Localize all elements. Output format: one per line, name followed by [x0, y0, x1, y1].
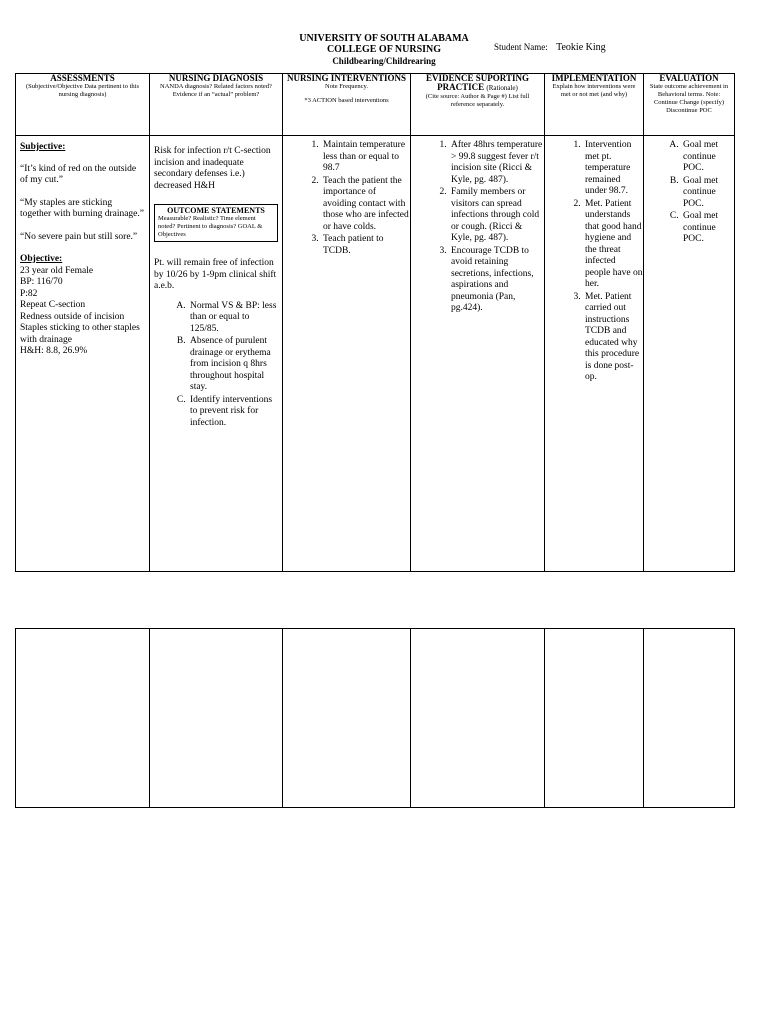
column-description: (Cite source: Author & Page #) List full reference separately.: [425, 93, 530, 108]
objective-item: BP: 116/70: [20, 277, 63, 287]
implementation-item: 3. Met. Patient carried out instructions TCDB and educated why this procedure is done post-op.: [583, 292, 643, 384]
column-title: EVALUATION: [659, 73, 719, 83]
evaluation-list: [644, 140, 734, 246]
column-description: (Subjective/Objective Data pertinent to this nursing diagnosis): [26, 83, 139, 98]
column-description: Note Frequency.: [325, 83, 368, 90]
column-title: NURSING INTERVENTIONS: [287, 73, 406, 83]
objective-item: H&H: 8.8, 26.9%: [20, 346, 88, 356]
objective-list-item: A. Normal VS & BP: less than or equal to 125/85.: [188, 301, 278, 336]
student-name-value: Teokie King: [556, 42, 606, 53]
objective-label: Objective:: [20, 254, 63, 264]
column-title: NURSING DIAGNOSIS: [168, 73, 264, 83]
column-description: Explain how interventions were met or not met (and why): [552, 83, 636, 98]
nursing-diagnosis-text: Risk for infection r/t C-section incision and inadequate secondary defenses i.e.) decreased H&H: [154, 146, 271, 191]
subjective-label: Subjective:: [20, 142, 66, 152]
evidence-item: 1. After 48hrs temperature > 99.8 suggest fever r/t incision site (Ricci & Kyle, pg. 487).: [449, 140, 544, 186]
column-description: State outcome achievement in Behavioral terms. Note: Continue Change (specify) Discontinue POC: [649, 83, 729, 114]
outcome-statements-desc: Measurable? Realistic? Time element noted? Pertinent to diagnosis? GOAL & Objectives: [158, 215, 263, 238]
blank-cell: [150, 629, 283, 808]
implementation-item: 1. Intervention met pt. temperature remained under 98.7.: [583, 140, 643, 198]
column-header-nursing-interventions: [283, 74, 411, 136]
college-title: COLLEGE OF NURSING: [326, 44, 442, 55]
intervention-item: 3. Teach patient to TCDB.: [321, 234, 410, 257]
column-header-evaluation: [644, 74, 735, 136]
blank-care-plan-table: [15, 628, 735, 808]
column-header-row: [16, 74, 735, 136]
blank-cell: [411, 629, 545, 808]
goal-statement: Pt. will remain free of infection by 10/26 by 1-9pm clinical shift a.e.b.: [154, 258, 277, 291]
interventions-cell: [283, 136, 411, 572]
evidence-list: [411, 140, 544, 315]
blank-cell: [16, 629, 150, 808]
column-title-text: EVIDENCE SUPORTING PRACTICE: [426, 73, 529, 92]
evaluation-item: B. Goal met continue POC.: [681, 176, 734, 211]
outcome-statements-title: OUTCOME STATEMENTS: [167, 206, 265, 215]
subjective-quote: “No severe pain but still sore.”: [20, 231, 138, 242]
student-name-label: Student Name:: [494, 42, 548, 52]
implementation-cell: [545, 136, 644, 572]
column-header-nursing-diagnosis: [150, 74, 283, 136]
university-title: UNIVERSITY OF SOUTH ALABAMA: [299, 33, 469, 44]
course-title: Childbearing/Childrearing: [332, 56, 436, 66]
column-title: ASSESSMENTS: [50, 73, 115, 83]
column-header-assessments: [16, 74, 150, 136]
evidence-cell: [411, 136, 545, 572]
evaluation-item: A. Goal met continue POC.: [681, 140, 734, 175]
objective-item: P:82: [20, 288, 38, 299]
assessment-cell: [16, 136, 150, 572]
objective-item: Repeat C-section: [20, 300, 86, 310]
intervention-item: 1. Maintain temperature less than or equal to 98.7: [321, 140, 410, 175]
column-description: NANDA diagnosis? Related factors noted? Evidence if an “actual” problem?: [160, 83, 272, 98]
intervention-item: 2. Teach the patient the importance of avoiding contact with those who are infected or have colds.: [321, 176, 410, 234]
evaluation-item: C. Goal met continue POC.: [681, 211, 734, 246]
objective-item: Redness outside of incision: [20, 311, 125, 322]
blank-row: [16, 629, 735, 808]
evaluation-cell: [644, 136, 735, 572]
subjective-quote: “It’s kind of red on the outside of my cut.”: [20, 163, 137, 185]
column-description-2: *3 ACTION based interventions: [304, 97, 389, 104]
blank-cell: [644, 629, 735, 808]
objective-item: Staples sticking to other staples with drainage: [20, 323, 140, 345]
subjective-quote: “My staples are sticking together with burning drainage.”: [20, 197, 144, 219]
column-title-suffix: (Rationale): [486, 84, 518, 92]
implementation-list: [545, 140, 643, 384]
objective-list-item: C. Identify interventions to prevent risk for infection.: [188, 395, 278, 430]
interventions-list: [283, 140, 410, 257]
column-title: IMPLEMENTATION: [551, 73, 637, 83]
column-header-implementation: [545, 74, 644, 136]
blank-cell: [283, 629, 411, 808]
care-plan-row: [16, 136, 735, 572]
objectives-list: [154, 301, 278, 430]
outcome-statements-box: [154, 204, 278, 242]
implementation-item: 2. Met. Patient understands that good hand hygiene and the threat infected people have on her.: [583, 199, 643, 291]
column-title: [411, 74, 544, 93]
objective-item: 23 year old Female: [20, 265, 94, 276]
diagnosis-cell: [150, 136, 283, 572]
objective-list-item: B. Absence of purulent drainage or erythema from incision q 8hrs throughout hospital stay.: [188, 336, 278, 394]
evidence-item: 3. Encourage TCDB to avoid retaining secretions, infections, aspirations and pneumonia (Pan, pg.424).: [449, 246, 544, 315]
blank-cell: [545, 629, 644, 808]
column-header-evidence: [411, 74, 545, 136]
student-name-field: [494, 42, 606, 53]
care-plan-table: [15, 73, 735, 572]
evidence-item: 2. Family members or visitors can spread infections through cold or cough. (Ricci & Kyle, pg. 487).: [449, 187, 544, 245]
